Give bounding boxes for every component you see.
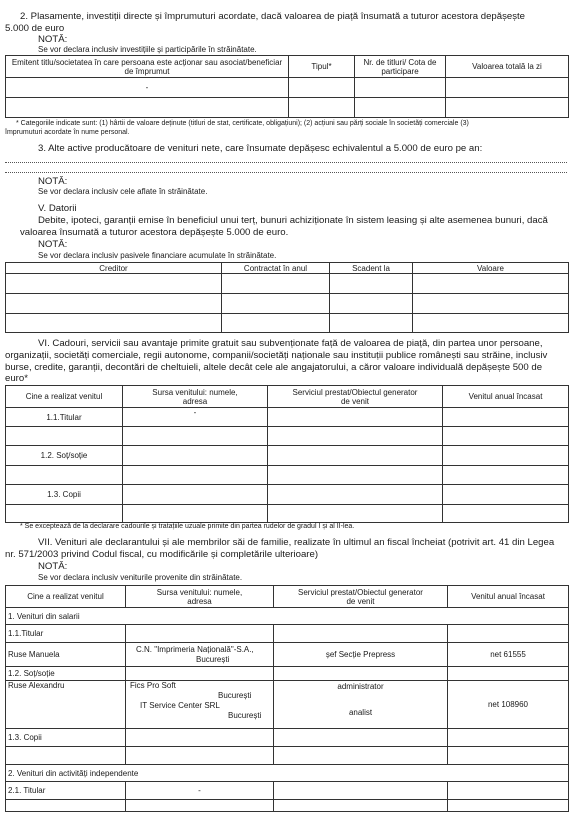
section2-nota-label: NOTĂ:: [38, 34, 68, 45]
income-header-income: Venitul anual încasat: [448, 586, 569, 608]
income-spouse-source-line1: Fics Pro Soft: [130, 681, 176, 690]
section3-heading: 3. Alte active producătoare de venituri nete, care însumate depășesc echivalentul a 5.000 de euro pe an:: [38, 143, 483, 154]
income-spouse-source-line3: IT Service Center SRL: [140, 701, 220, 710]
section5-nota-text: Se vor declara inclusiv pasivele financiare acumulate în străinătate.: [38, 251, 277, 260]
gifts-header-income: Venitul anual încasat: [443, 386, 569, 408]
section5-nota-label: NOTĂ:: [38, 239, 68, 250]
income-spouse-name: Ruse Alexandru: [6, 681, 126, 729]
income-row-spouse: 1.2. Soț/soție: [6, 667, 126, 681]
section7-text-line1: VII. Venituri ale declarantului și ale membrilor săi de familie, realizate în ultimul an fiscal încheiat (potrivit art. 41 din Legea: [38, 537, 555, 548]
gifts-row-children: 1.3. Copii: [6, 485, 123, 505]
investments-header-issuer: Emitent titlu/societatea în care persoana este acționar sau asociat/beneficiar de împrumut: [6, 56, 289, 78]
section3-nota-text: Se vor declara inclusiv cele aflate în străinătate.: [38, 187, 208, 196]
income-header-source: Sursa venitului: numele, adresa: [126, 586, 274, 608]
section2-footnote-line2: împrumuturi acordate în nume personal.: [5, 129, 130, 136]
section2-heading-line2: 5.000 de euro: [5, 23, 65, 34]
income-spouse-service: [274, 681, 448, 729]
debts-header-value: Valoare: [413, 263, 569, 274]
income-table: [5, 585, 569, 812]
income-row-children: 1.3. Copii: [6, 729, 126, 747]
section5-text-line2: valoarea însumată a tuturor acestora depășește 5.000 de euro.: [20, 227, 289, 238]
section5-title: V. Datorii: [38, 203, 77, 214]
section6-text-line1: VI. Cadouri, servicii sau avantaje primite gratuit sau subvenționate față de valoarea de piață, din partea unor persoane,: [38, 338, 543, 349]
income-spouse-service-1: administrator: [337, 682, 384, 691]
investments-header-type: Tipul*: [289, 56, 355, 78]
income-spouse-source: [126, 681, 274, 729]
income-header-who: Cine a realizat venitul: [6, 586, 126, 608]
income-row-titular: 1.1.Titular: [6, 625, 126, 643]
dotted-line: [5, 172, 567, 173]
income-titular-source-line1: C.N. "Imprimeria Națională"-S.A.,: [136, 644, 254, 654]
section6-footnote: * Se exceptează de la declarare cadourile și tratațiile uzuale primite din partea rudelor de gradul I și al II-lea.: [20, 523, 355, 530]
income-titular-name: Ruse Manuela: [6, 643, 126, 667]
debts-header-due: Scadent la: [330, 263, 413, 274]
section5-text-line1: Debite, ipoteci, garanții emise în beneficiul unui terț, bunuri achiziționate în sistem leasing și alte asemenea bunuri, dacă: [38, 215, 548, 226]
section7-nota-text: Se vor declara inclusiv veniturile provenite din străinătate.: [38, 573, 243, 582]
gifts-row-titular: 1.1.Titular: [6, 408, 123, 427]
section6-text-line2: organizații, societăți comerciale, regii autonome, companii/societăți naționale sau instituții publice românești sau străine, inclusiv: [5, 350, 548, 361]
debts-header-year: Contractat în anul: [222, 263, 330, 274]
income-titular-service: șef Secție Prepress: [274, 643, 448, 667]
section3-nota-label: NOTĂ:: [38, 176, 68, 187]
income-titular-income: net 61555: [448, 643, 569, 667]
income-spouse-source-line4: București: [228, 711, 262, 720]
investments-table: [5, 55, 569, 118]
income-spouse-income: net 108960: [448, 681, 569, 729]
income-titular-source: [126, 643, 274, 667]
income-spouse-service-2: analist: [348, 708, 373, 717]
debts-header-creditor: Creditor: [6, 263, 222, 274]
section6-text-line3: burse, credite, garanții, decontări de cheltuieli, altele decât cele ale angajatorului, a căror valoare individuală depășește 500 de: [5, 362, 543, 373]
section2-heading-line1: 2. Plasamente, investiții directe și împrumuturi acordate, dacă valoarea de piață însumată a tuturor acestora depășește: [20, 11, 526, 22]
income-row-independent: 2. Venituri din activități independente: [6, 765, 569, 782]
section7-text-line2: nr. 571/2003 privind Codul fiscal, cu modificările și completările ulterioare): [5, 549, 319, 560]
dotted-line: [5, 162, 567, 163]
gifts-header-source: Sursa venitului: numele, adresa: [123, 386, 268, 408]
section2-nota-text: Se vor declara inclusiv investițiile și participările în străinătate.: [38, 45, 257, 54]
income-header-service: Serviciul prestat/Obiectul generator de venit: [274, 586, 448, 608]
debts-table: [5, 262, 569, 333]
income-titular-source-line2: București: [196, 654, 230, 664]
section2-footnote-line1: * Categoriile indicate sunt: (1) hârtii de valoare deținute (titluri de stat, certificate, obligațiuni); (2) acțiuni sau părți sociale în societăți comerciale (3): [16, 120, 469, 127]
gifts-cell: -: [123, 408, 268, 427]
gifts-row-spouse: 1.2. Soț/soție: [6, 446, 123, 466]
gifts-table: [5, 385, 569, 523]
gifts-header-who: Cine a realizat venitul: [6, 386, 123, 408]
section7-nota-label: NOTĂ:: [38, 561, 68, 572]
investments-cell: -: [6, 78, 289, 98]
gifts-header-service: Serviciul prestat/Obiectul generator de venit: [268, 386, 443, 408]
income-row-salaries: 1. Venituri din salarii: [6, 608, 569, 625]
section6-text-line4: euro*: [5, 373, 28, 384]
income-row-titular2: 2.1. Titular: [6, 782, 126, 800]
income-spouse-source-line2: București: [218, 691, 252, 700]
investments-header-shares: Nr. de titluri/ Cota de participare: [355, 56, 446, 78]
investments-header-value: Valoarea totală la zi: [446, 56, 569, 78]
income-titular2-source: -: [126, 782, 274, 800]
